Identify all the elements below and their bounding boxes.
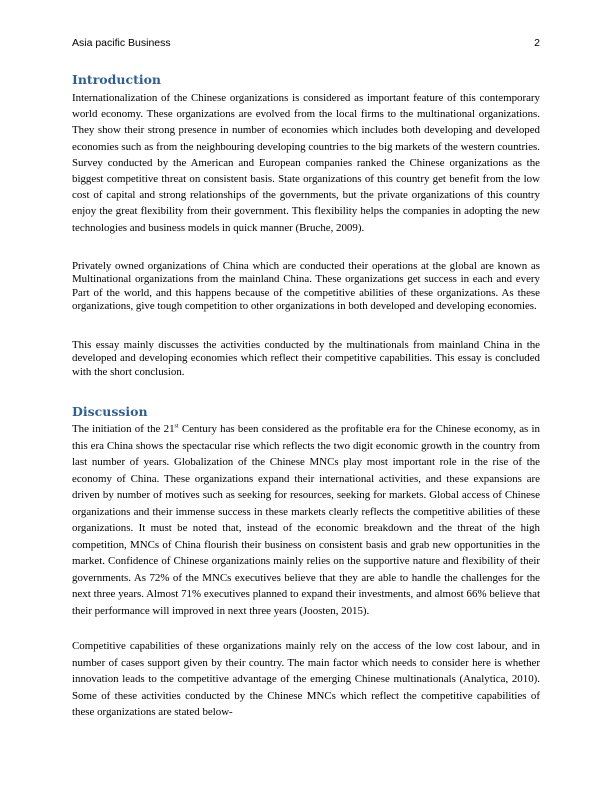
discussion-p1-rest: Century has been considered as the profitable era for the Chinese economy, as in this era China shows the spectacular rise which reflects the two digit economic growth in the country from last number of years. Globalization of the Chinese MNCs play most important role in the rise of the economy of China. These organizations expand their international activities, and these expansions are driven by number of motives such as seeking for resources, seeking for markets. Global access of Chinese organizations and their immense success in these markets clearly reflects the competitive abilities of these organizations. It must be noted that, instead of the economic breakdown and the threat of the high competition, MNCs of China flourish their business on consistent basis and grab new opportunities in the market. Confidence of Chinese organizations mainly relies on the supportive nature and flexibility of their governments. As 72% of the MNCs executives believe that they are able to handle the challenges for the next three years. Almost 71% executives planned to expand their investments, and almost 66% believe that their performance will improved in next three years (Joosten, 2015). [72, 423, 541, 617]
discussion-paragraph-2: Competitive capabilities of these organizations mainly rely on the access of the low cost labour, and in number of cases support given by their country. The main factor which needs to consider here is whether innovation leads to the competitive advantage of the emerging Chinese multinationals (Analytica, 2010). Some of these activities conducted by the Chinese MNCs which reflect the competitive capabilities of these organizations are stated below- [72, 640, 540, 718]
introduction-paragraph-1: Internationalization of the Chinese organizations is considered as important feature of this contemporary world economy. These organizations are evolved from the local firms to the multinational organizations. They show their strong presence in number of economies which includes both developing and developed economies such as from the neighbouring developing countries to the big markets of the western countries. Survey conducted by the American and European companies ranked the Chinese organizations as the biggest competitive threat on consistent basis. State organizations of this country get benefit from the low cost of capital and strong relationships of the governments, but the private organizations of this country enjoy the great flexibility from their government. This flexibility helps the companies in adopting the new technologies and business models in quick manner (Bruche, 2009). [72, 92, 540, 234]
introduction-paragraph-2: Privately owned organizations of China which are conducted their operations at the global are known as Multinational organizations from the mainland China. These organizations get success in each and every Part of the world, and this happens because of the competitive abilities of these organizations. As these organizations, give tough competition to other organizations in both developed and developing economies. [72, 260, 540, 312]
introduction-paragraph-3: This essay mainly discusses the activities conducted by the multinationals from mainland China in the developed and developing economies which reflect their competitive capabilities. This essay is concluded with the short conclusion. [72, 339, 540, 378]
discussion-paragraph-1 [72, 421, 540, 619]
page-number: 2 [534, 37, 540, 49]
introduction-heading: Introduction [72, 72, 162, 87]
ordinal-superscript: st [174, 423, 179, 430]
page-header [72, 37, 540, 49]
header-title: Asia pacific Business [72, 37, 171, 49]
discussion-p1-start: The initiation of the 21 [72, 423, 175, 435]
discussion-heading: Discussion [72, 404, 148, 419]
